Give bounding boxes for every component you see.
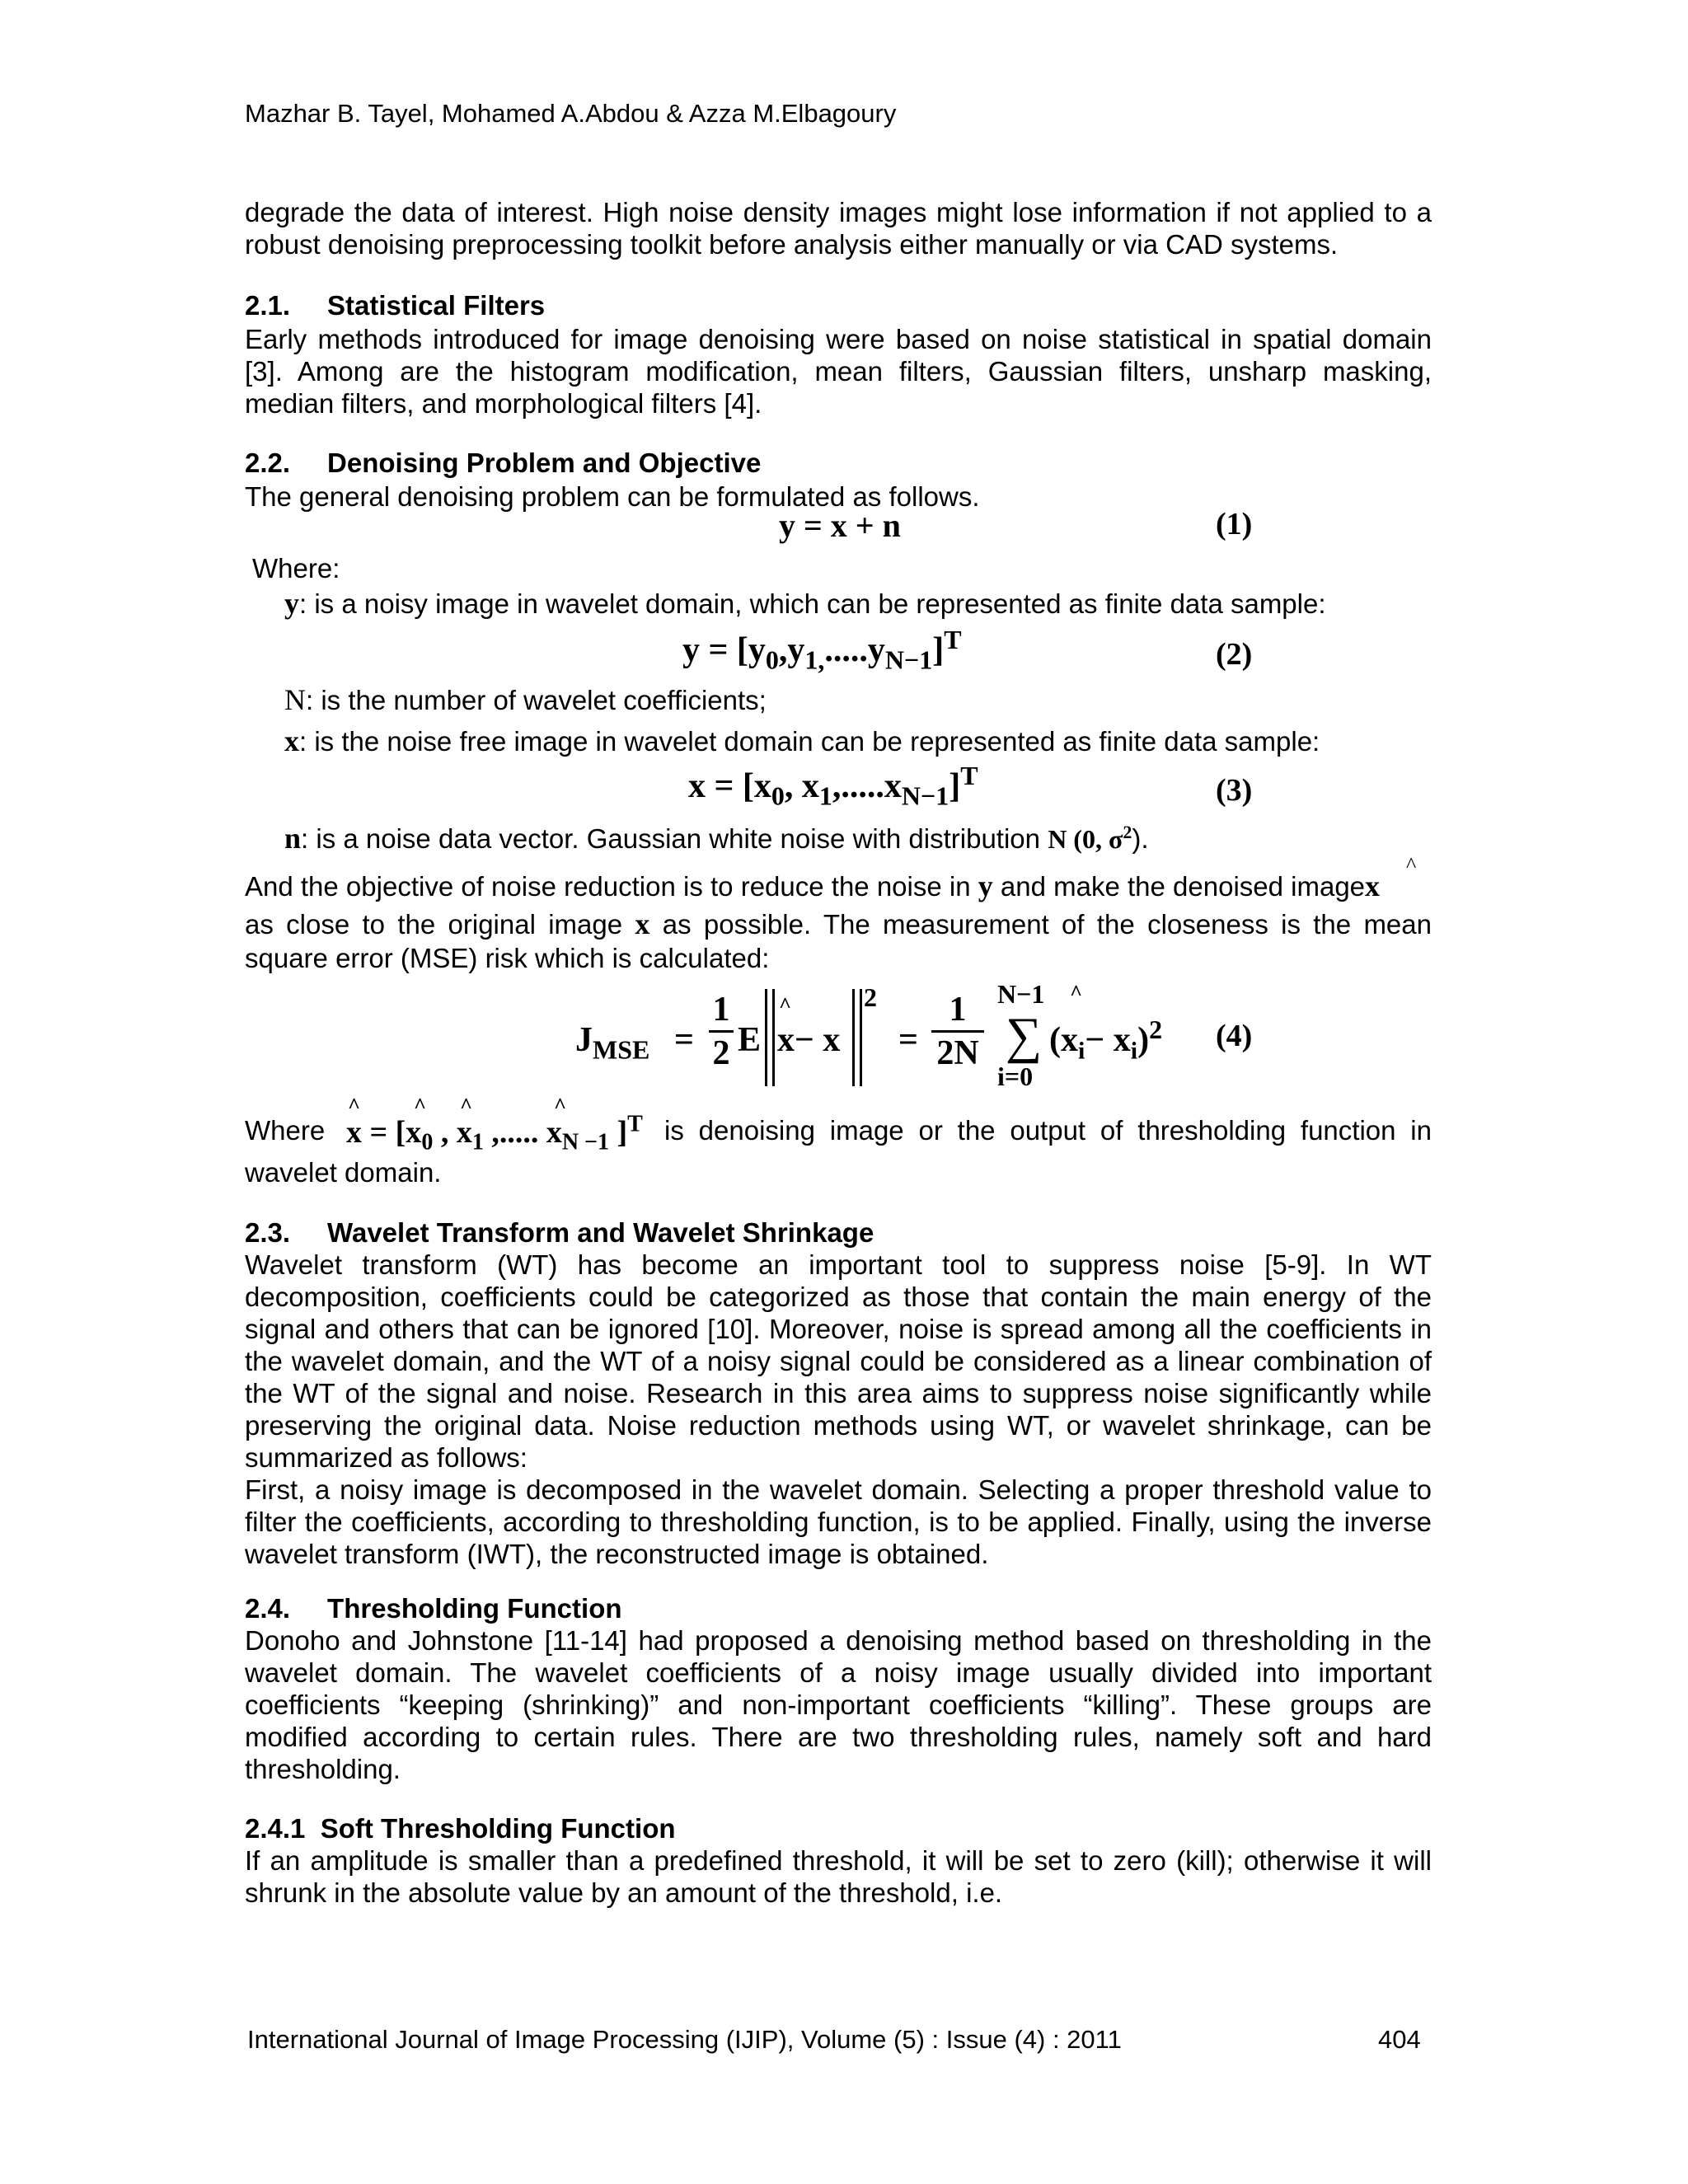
objective-line-3: square error (MSE) risk which is calculated: — [245, 943, 770, 973]
text-span: And the objective of noise reduction is to reduce the noise in — [245, 871, 978, 902]
section-title: Wavelet Transform and Wavelet Shrinkage — [327, 1217, 874, 1248]
text-span: as possible. The measurement of the closeness is the mean — [649, 909, 1432, 940]
symbol-y: y — [284, 587, 299, 620]
text-line: summarized as follows: — [245, 1442, 528, 1473]
distribution-exponent: 2 — [1123, 822, 1132, 842]
paragraph-2-4-1 — [245, 1844, 1432, 1909]
hat-accent: ^ — [1406, 853, 1417, 877]
symbol-n: n — [284, 822, 302, 855]
definition-n — [284, 823, 1149, 855]
text-line: wavelet domain. — [245, 1157, 442, 1188]
text-line: wavelet transform (IWT), the reconstructed image is obtained. — [245, 1539, 989, 1569]
text-line: shrunk in the absolute value by an amount of the threshold, i.e. — [245, 1877, 1003, 1908]
text-line: Donoho and Johnstone [11-14] had proposed a denoising method based on thresholding in the — [245, 1625, 1432, 1656]
text-line: is denoising image or the output of thresholding function in — [664, 1115, 1432, 1146]
definition-N — [284, 684, 767, 716]
where-description — [664, 1114, 1432, 1146]
text-line: degrade the data of interest. High noise density images might lose information if not applied to a — [245, 197, 1432, 227]
definition-x — [284, 725, 1320, 757]
text-line: modified according to certain rules. There are two thresholding rules, namely soft and hard — [245, 1722, 1432, 1752]
text-line: wavelet domain. The wavelet coefficients of a noisy image usually divided into important — [245, 1657, 1432, 1688]
text-line: thresholding. — [245, 1754, 401, 1784]
paragraph-2-1 — [245, 323, 1432, 419]
distribution-close: ). — [1132, 823, 1149, 854]
paragraph-2-3 — [245, 1249, 1432, 1570]
page-number: 404 — [1378, 2025, 1421, 2054]
equation-xhat: ^ ^ ^ ^ $x = [x_0$ , $x_1$ ,..... $x_{N -1}$ ]$^T$ — [346, 1094, 643, 1155]
section-heading-2-2 — [245, 448, 761, 479]
section-title: Statistical Filters — [327, 290, 546, 321]
section-title: Thresholding Function — [327, 1593, 622, 1624]
equation-1: y = x + n — [779, 507, 901, 544]
section-heading-2-4-1: 2.4.1 Soft Thresholding Function — [245, 1813, 676, 1844]
section-heading-2-3 — [245, 1217, 874, 1249]
symbol-x: x — [635, 907, 650, 940]
objective-line-1 — [245, 870, 1432, 902]
text-line: decomposition, coefficients could be categorized as those that contain the main energy of the — [245, 1282, 1432, 1312]
footer-journal: International Journal of Image Processing (IJIP), Volume (5) : Issue (4) : 2011 — [247, 2025, 1122, 2054]
text-line: signal and others that can be ignored [10]. Moreover, noise is spread among all the coefficients in — [245, 1314, 1432, 1344]
section-number: 2.2. — [245, 448, 291, 478]
where-label: Where: — [252, 553, 340, 583]
intro-paragraph — [245, 196, 1432, 260]
text-line: If an amplitude is smaller than a predefined threshold, it will be set to zero (kill); otherwise it will — [245, 1845, 1432, 1876]
symbol-y: y — [978, 869, 993, 902]
definition-text: : is a noise data vector. Gaussian white noise with distribution — [301, 823, 1048, 854]
definition-text: : is the noise free image in wavelet domain can be represented as finite data sample: — [299, 726, 1320, 757]
running-header: Mazhar B. Tayel, Mohamed A.Abdou & Azza M.Elbagoury — [245, 99, 897, 128]
section-number: 2.3. — [245, 1217, 291, 1248]
symbol-x-hat: x — [1365, 869, 1381, 902]
section-heading-2-4 — [245, 1593, 622, 1624]
text-line: Wavelet transform (WT) has become an important tool to suppress noise [5-9]. In WT — [245, 1249, 1432, 1280]
section-heading-2-1 — [245, 290, 545, 321]
distribution: N (0, σ — [1048, 824, 1123, 854]
section-number: 2.1. — [245, 290, 291, 321]
equation-number-2: (2) — [1216, 637, 1253, 672]
symbol-x: x — [284, 724, 299, 757]
text-line: The general denoising problem can be formulated as follows. — [245, 481, 980, 512]
objective-line-2 — [245, 908, 1432, 940]
equation-3: $x = [x_0$, $x_1,.....x_{N-1}]^T$ — [688, 761, 978, 811]
text-span: as close to the original image — [245, 909, 635, 940]
text-line: the WT of the signal and noise. Research in this area aims to suppress noise significantly while — [245, 1378, 1432, 1408]
text-line: filter the coefficients, according to thresholding function, is to be applied. Finally, using the inverse — [245, 1507, 1432, 1537]
paragraph-2-4 — [245, 1624, 1432, 1785]
section-number: 2.4. — [245, 1593, 291, 1624]
definition-text: : is a noisy image in wavelet domain, which can be represented as finite data sample: — [299, 588, 1326, 619]
definition-text: : is the number of wavelet coefficients; — [306, 685, 767, 715]
equation-number-3: (3) — [1216, 773, 1253, 808]
section-title: Denoising Problem and Objective — [327, 448, 762, 478]
where-label-2: Where — [245, 1115, 326, 1146]
text-span: and make the denoised image — [992, 871, 1366, 902]
text-line: the wavelet domain, and the WT of a noisy signal could be considered as a linear combination of — [245, 1346, 1432, 1376]
equation-number-1: (1) — [1216, 507, 1253, 541]
text-line: [3]. Among are the histogram modification, mean filters, Gaussian filters, unsharp masking, — [245, 356, 1432, 387]
definition-y — [284, 588, 1326, 620]
text-line: robust denoising preprocessing toolkit before analysis either manually or via CAD systems. — [245, 229, 1339, 260]
text-line: First, a noisy image is decomposed in the wavelet domain. Selecting a proper threshold value to — [245, 1474, 1432, 1505]
text-line: preserving the original data. Noise reduction methods using WT, or wavelet shrinkage, can be — [245, 1410, 1432, 1441]
text-line: median filters, and morphological filters [4]. — [245, 388, 762, 419]
text-line: coefficients “keeping (shrinking)” and non-important coefficients “killing”. These groups are — [245, 1690, 1432, 1720]
equation-4: $J_{MSE}$ = 1 2 E ^ x− x 2 = 1 2N N−1 ∑ i=0 ^ $(x_i- x_i)^2$ — [575, 979, 1163, 1091]
equation-2: $y = [y_0,y_{1,}.....y_{N-1}]^T$ — [682, 625, 962, 675]
symbol-N: N — [284, 683, 306, 716]
equation-number-4: (4) — [1216, 1019, 1253, 1053]
text-line: Early methods introduced for image denoising were based on noise statistical in spatial domain — [245, 324, 1432, 354]
